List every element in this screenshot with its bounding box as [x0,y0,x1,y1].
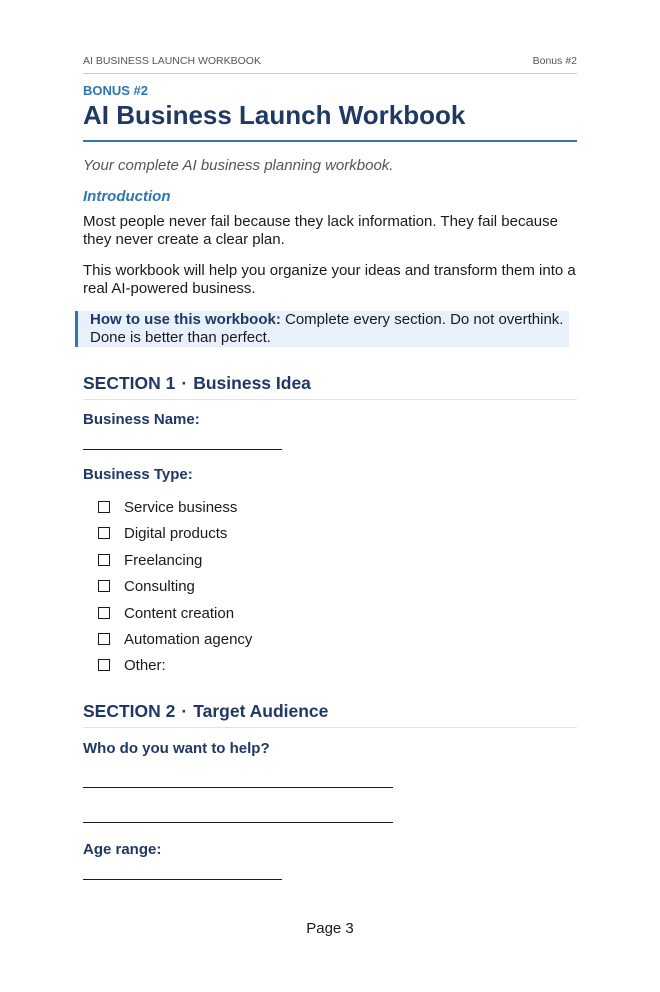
business-type-option[interactable] [98,655,252,681]
section-1-number: SECTION 1 [83,373,176,393]
introduction-paragraph-2: This workbook will help you organize your ideas and transform them into a real AI-powered business. [83,262,576,297]
section-1-heading [83,373,577,400]
how-to-use-callout [75,311,569,347]
section-1-title: Business Idea [193,373,311,393]
checkbox-icon[interactable] [98,527,110,539]
section-2-title: Target Audience [193,701,329,721]
business-type-option[interactable] [98,603,252,629]
business-type-checklist [98,497,252,682]
running-header [83,54,577,74]
business-type-option-label: Content creation [124,604,235,622]
who-to-help-blank-1[interactable] [83,787,393,788]
callout-text: Complete every section. Do not overthink. Done is better than perfect. [90,311,564,346]
checkbox-icon[interactable] [98,554,110,566]
business-type-option-label: Other: [124,657,166,675]
business-type-option[interactable] [98,629,252,655]
section-2-heading [83,701,577,728]
who-to-help-blank-2[interactable] [83,822,393,823]
checkbox-icon[interactable] [98,633,110,645]
page-title: AI Business Launch Workbook [83,100,577,142]
business-type-option[interactable] [98,497,252,523]
business-name-label: Business Name: [83,411,200,428]
business-type-option-label: Digital products [124,525,228,543]
bonus-label: BONUS #2 [83,83,149,98]
running-header-bonus: Bonus #2 [532,55,577,67]
business-type-label: Business Type: [83,466,193,483]
business-type-option[interactable] [98,523,252,549]
page-number: Page 3 [306,920,354,937]
checkbox-icon[interactable] [98,607,110,619]
age-range-blank[interactable] [83,879,282,880]
business-type-option[interactable] [98,550,252,576]
introduction-heading: Introduction [83,188,171,205]
business-type-option[interactable] [98,576,252,602]
business-name-blank[interactable] [83,449,282,450]
running-header-title: AI BUSINESS LAUNCH WORKBOOK [83,55,261,67]
business-type-option-label: Consulting [124,578,195,596]
age-range-label: Age range: [83,841,162,858]
business-type-option-label: Freelancing [124,551,203,569]
section-2-number: SECTION 2 [83,701,176,721]
section-2-separator: · [181,701,188,721]
checkbox-icon[interactable] [98,659,110,671]
introduction-paragraph-1: Most people never fail because they lack information. They fail because they never create a clear plan. [83,213,558,248]
checkbox-icon[interactable] [98,580,110,592]
checkbox-icon[interactable] [98,501,110,513]
callout-label: How to use this workbook: [90,311,281,328]
who-to-help-label: Who do you want to help? [83,740,270,757]
section-1-separator: · [181,373,188,393]
subtitle: Your complete AI business planning workbook. [83,157,394,174]
business-type-option-label: Service business [124,499,238,516]
business-type-option-label: Automation agency [124,630,253,648]
